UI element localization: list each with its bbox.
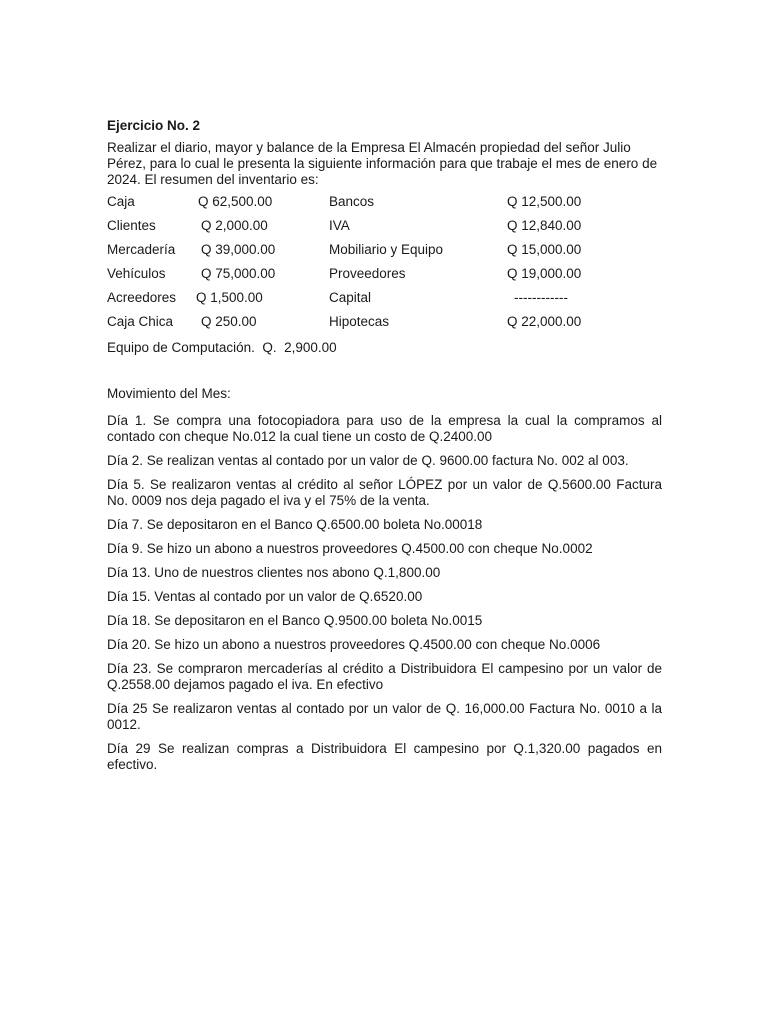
inventory-row [107, 266, 662, 290]
inventory-account-left: Caja Chica [107, 314, 174, 329]
document-page [107, 118, 662, 781]
inventory-account-left: Acreedores [107, 290, 177, 305]
inventory-value-left: Q 250.00 [201, 314, 257, 329]
movements-heading: Movimiento del Mes: [107, 386, 231, 401]
movement-item: Día 20. Se hizo un abono a nuestros proveedores Q.4500.00 con cheque No.0006 [107, 637, 601, 652]
inventory-account-left: Clientes [107, 218, 156, 233]
inventory-value-right: Q 15,000.00 [507, 242, 582, 257]
movement-item: Día 23. Se compraron mercaderías al crédito a Distribuidora El campesino por un valor de Q.2558.00 dejamos pagado el iva. En efectivo [107, 661, 662, 692]
movements-list [107, 413, 662, 773]
inventory-account-right: Mobiliario y Equipo [329, 242, 444, 257]
inventory-account-right: IVA [329, 218, 350, 233]
inventory-row [107, 290, 662, 314]
inventory-account-right: Proveedores [329, 266, 406, 281]
inventory-value-right: Q 19,000.00 [507, 266, 582, 281]
exercise-title: Ejercicio No. 2 [107, 118, 201, 133]
movement-item: Día 29 Se realizan compras a Distribuidora El campesino por Q.1,320.00 pagados en efectivo. [107, 741, 662, 772]
movement-item: Día 7. Se depositaron en el Banco Q.6500.00 boleta No.00018 [107, 517, 483, 532]
inventory-row [107, 218, 662, 242]
inventory-value-right: Q 12,500.00 [507, 194, 582, 209]
movement-item: Día 2. Se realizan ventas al contado por un valor de Q. 9600.00 factura No. 002 al 003. [107, 453, 629, 468]
movement-item: Día 13. Uno de nuestros clientes nos abono Q.1,800.00 [107, 565, 441, 580]
movement-item: Día 9. Se hizo un abono a nuestros proveedores Q.4500.00 con cheque No.0002 [107, 541, 593, 556]
movement-item: Día 1. Se compra una fotocopiadora para uso de la empresa la cual la compramos al contado con cheque No.012 la cual tiene un costo de Q.2400.00 [107, 413, 662, 444]
inventory-account-right: Capital [329, 290, 372, 305]
intro-paragraph: Realizar el diario, mayor y balance de la Empresa El Almacén propiedad del señor Julio Pérez, para lo cual le presenta la siguiente información para que trabaje el mes de enero de 2024. El resumen del inventario es: [107, 140, 658, 187]
inventory-value-right: Q 22,000.00 [507, 314, 582, 329]
movement-item: Día 15. Ventas al contado por un valor de Q.6520.00 [107, 589, 423, 604]
movement-item: Día 25 Se realizaron ventas al contado por un valor de Q. 16,000.00 Factura No. 0010 a la 0012. [107, 701, 662, 732]
inventory-account-left: Vehículos [107, 266, 166, 281]
inventory-account-left: Mercadería [107, 242, 176, 257]
inventory-row [107, 194, 662, 218]
inventory-account-left: Caja [107, 194, 135, 209]
inventory-value-left: Q 2,000.00 [201, 218, 268, 233]
inventory-account-right: Hipotecas [329, 314, 390, 329]
inventory-extra-item: Equipo de Computación. Q. 2,900.00 [107, 340, 337, 355]
inventory-row [107, 314, 662, 338]
inventory-value-right: Q 12,840.00 [507, 218, 582, 233]
inventory-value-left: Q 39,000.00 [201, 242, 276, 257]
inventory-row [107, 242, 662, 266]
inventory-table [107, 194, 662, 338]
inventory-value-left: Q 75,000.00 [201, 266, 276, 281]
movement-item: Día 5. Se realizaron ventas al crédito al señor LÓPEZ por un valor de Q.5600.00 Factura No. 0009 nos deja pagado el iva y el 75% de la venta. [107, 477, 662, 508]
inventory-account-right: Bancos [329, 194, 375, 209]
inventory-value-right: ------------ [514, 290, 568, 305]
inventory-value-left: Q 62,500.00 [198, 194, 273, 209]
movement-item: Día 18. Se depositaron en el Banco Q.9500.00 boleta No.0015 [107, 613, 483, 628]
inventory-value-left: Q 1,500.00 [196, 290, 263, 305]
